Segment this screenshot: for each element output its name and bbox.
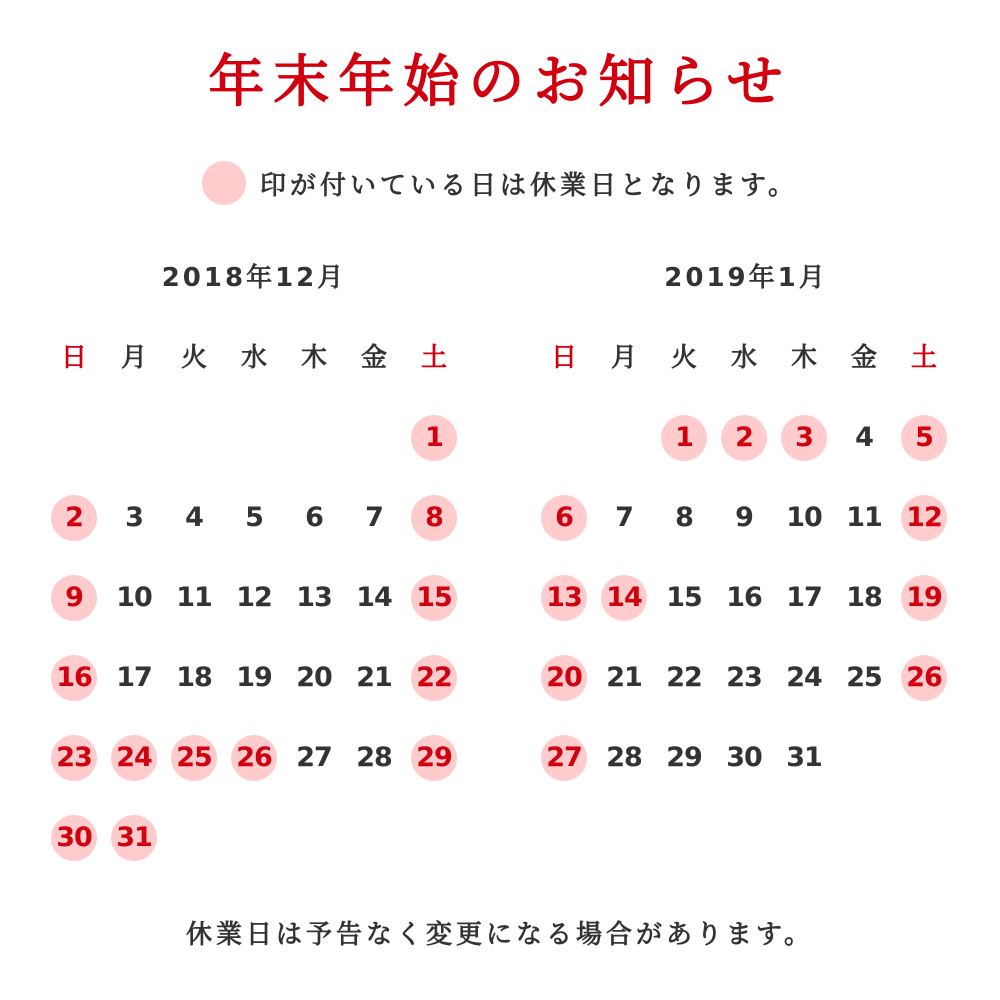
calendar-day: 31 [786, 742, 822, 773]
calendar-day: 4 [185, 502, 203, 533]
calendar-day: 24 [786, 662, 822, 693]
calendar-day: 6 [305, 502, 323, 533]
calendar-day-holiday: 14 [601, 575, 647, 621]
calendar-day-holiday: 15 [411, 575, 457, 621]
weekday-header: 土 [420, 343, 447, 373]
calendar-day-holiday: 26 [901, 655, 947, 701]
calendar-day: 12 [236, 582, 272, 613]
calendar-day: 8 [675, 502, 693, 533]
weekday-header: 土 [910, 343, 937, 373]
calendar-day-holiday: 27 [541, 735, 587, 781]
legend [0, 161, 1000, 205]
calendar-day-holiday: 19 [901, 575, 947, 621]
weekday-header: 月 [120, 343, 147, 373]
weekday-header: 日 [60, 343, 87, 373]
calendar-day-holiday: 30 [51, 815, 97, 861]
weekday-header: 水 [730, 343, 757, 373]
page-title: 年末年始のお知らせ [208, 50, 792, 115]
calendar-day: 19 [236, 662, 272, 693]
calendar-day-holiday: 1 [661, 415, 707, 461]
calendar-day-holiday: 13 [541, 575, 587, 621]
calendar-day-holiday: 24 [111, 735, 157, 781]
calendar-day: 29 [666, 742, 702, 773]
calendar-day: 11 [176, 582, 212, 613]
weekday-header: 月 [610, 343, 637, 373]
calendar-day-holiday: 2 [721, 415, 767, 461]
weekday-header: 木 [300, 343, 327, 373]
calendar-day: 20 [296, 662, 332, 693]
weekday-header: 金 [850, 343, 877, 373]
calendar-day: 25 [846, 662, 882, 693]
calendar-day-holiday: 23 [51, 735, 97, 781]
calendar-day-holiday: 25 [171, 735, 217, 781]
calendar-day: 4 [855, 422, 873, 453]
calendar-day-holiday: 16 [51, 655, 97, 701]
calendar-day-holiday: 9 [51, 575, 97, 621]
calendar-day-holiday: 8 [411, 495, 457, 541]
weekday-header: 火 [180, 343, 207, 373]
calendar-day: 15 [666, 582, 702, 613]
calendar-day: 10 [786, 502, 822, 533]
calendar-day-holiday: 2 [51, 495, 97, 541]
calendar-day: 22 [666, 662, 702, 693]
calendar-day: 7 [615, 502, 633, 533]
calendar-day: 7 [365, 502, 383, 533]
calendar-day: 13 [296, 582, 332, 613]
calendar-day: 11 [846, 502, 882, 533]
calendar-day: 18 [846, 582, 882, 613]
calendar-day-holiday: 6 [541, 495, 587, 541]
calendar-day: 21 [606, 662, 642, 693]
calendar-day: 14 [356, 582, 392, 613]
calendar-day: 23 [726, 662, 762, 693]
weekday-header: 木 [790, 343, 817, 373]
calendar-day: 3 [125, 502, 143, 533]
calendar-day-holiday: 3 [781, 415, 827, 461]
calendar-title-january: 2019年1月 [664, 263, 828, 293]
calendar-day-holiday: 1 [411, 415, 457, 461]
calendar-day: 17 [786, 582, 822, 613]
calendar-day: 18 [176, 662, 212, 693]
calendar-day: 30 [726, 742, 762, 773]
calendar-day: 9 [735, 502, 753, 533]
legend-text: 印が付いている日は休業日となります。 [260, 170, 798, 201]
calendar-day-holiday: 26 [231, 735, 277, 781]
calendar-day: 5 [245, 502, 263, 533]
calendar-day-holiday: 22 [411, 655, 457, 701]
calendar-day: 16 [726, 582, 762, 613]
calendar-day: 27 [296, 742, 332, 773]
calendar-day-holiday: 12 [901, 495, 947, 541]
calendar-day-holiday: 29 [411, 735, 457, 781]
calendar-day-holiday: 20 [541, 655, 587, 701]
holiday-marker-icon [202, 161, 246, 205]
weekday-header: 金 [360, 343, 387, 373]
calendar-day-holiday: 31 [111, 815, 157, 861]
weekday-header: 日 [550, 343, 577, 373]
calendar-title-december: 2018年12月 [161, 263, 347, 293]
weekday-header: 火 [670, 343, 697, 373]
calendar-day: 17 [116, 662, 152, 693]
calendar-day: 28 [356, 742, 392, 773]
weekday-header: 水 [240, 343, 267, 373]
footer-note: 休業日は予告なく変更になる場合があります。 [186, 920, 814, 950]
calendar-day-holiday: 5 [901, 415, 947, 461]
calendar-day: 28 [606, 742, 642, 773]
calendar-day: 21 [356, 662, 392, 693]
calendar-day: 10 [116, 582, 152, 613]
